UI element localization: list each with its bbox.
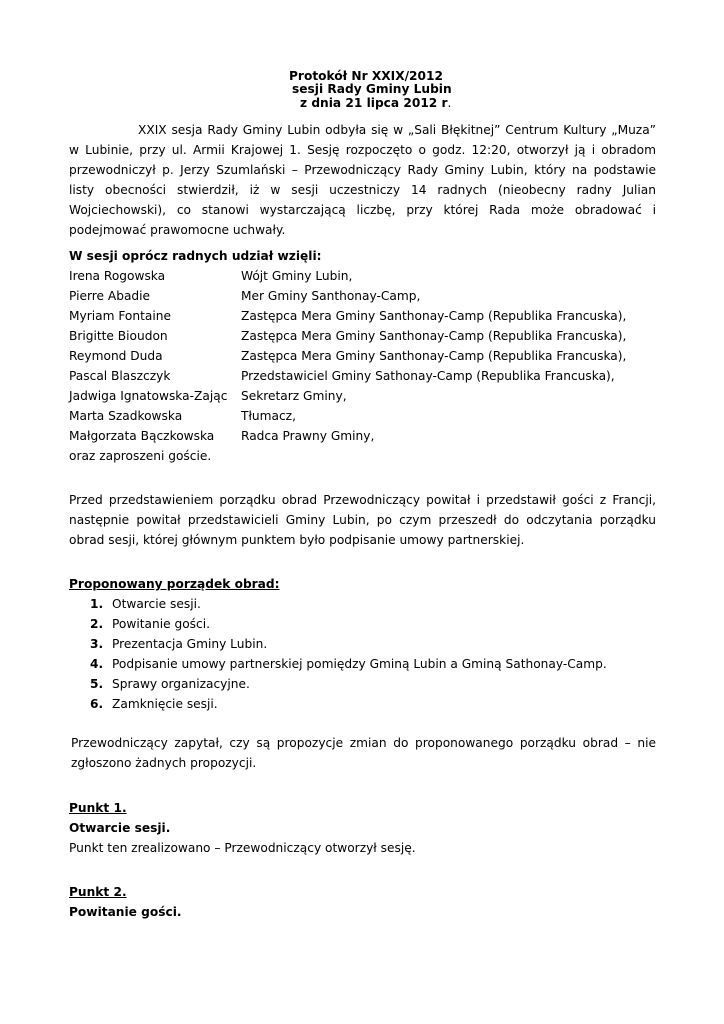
agenda-heading: Proponowany porządek obrad:: [69, 577, 280, 591]
participant-name: Małgorzata Bączkowska: [69, 429, 215, 443]
point-2-label: Punkt 2.: [69, 885, 127, 899]
agenda-item-number: 1.: [90, 597, 104, 611]
agenda-item: [90, 614, 210, 634]
session-date-dot: .: [447, 96, 452, 110]
point-2-title: Powitanie gości.: [69, 905, 182, 919]
agenda-item: [90, 674, 250, 694]
welcome-paragraph: Przed przedstawieniem porządku obrad Przewodniczący powitał i przedstawił gości z Francji, następnie powitał przedstawicieli Gminy Lubin, po czym przeszedł do odczytania porządku obrad sesji, której głównym punktem było podpisanie umowy partnerskiej.: [69, 493, 656, 547]
participant-role: Sekretarz Gminy,: [241, 389, 347, 403]
agenda-item: [90, 594, 201, 614]
agenda-item: [90, 694, 218, 714]
session-name: sesji Rady Gminy Lubin: [292, 82, 452, 96]
participant-name: Pascal Blaszczyk: [69, 369, 171, 383]
participant-role: Tłumacz,: [241, 409, 296, 423]
participant-role: Wójt Gminy Lubin,: [241, 269, 353, 283]
participant-role: Zastępca Mera Gminy Santhonay-Camp (Republika Francuska),: [241, 349, 627, 363]
participant-role: Zastępca Mera Gminy Santhonay-Camp (Republika Francuska),: [241, 309, 627, 323]
agenda-item-number: 5.: [90, 677, 104, 691]
agenda-item-number: 3.: [90, 637, 104, 651]
agenda-item-text: Prezentacja Gminy Lubin.: [112, 637, 268, 651]
agenda-item-number: 2.: [90, 617, 104, 631]
agenda-item: [90, 634, 267, 654]
agenda-question-paragraph: Przewodniczący zapytał, czy są propozycje zmian do proponowanego porządku obrad – nie zgłoszono żadnych propozycji.: [71, 736, 656, 770]
participant-name: Brigitte Bioudon: [69, 329, 168, 343]
participant-role: Radca Prawny Gminy,: [241, 429, 375, 443]
point-1-body: Punkt ten zrealizowano – Przewodniczący otworzył sesję.: [69, 841, 416, 855]
agenda-item-text: Podpisanie umowy partnerskiej pomiędzy Gminą Lubin a Gminą Sathonay-Camp.: [112, 657, 607, 671]
session-date-text: z dnia 21 lipca 2012 r: [300, 96, 448, 110]
participant-role: Zastępca Mera Gminy Santhonay-Camp (Republika Francuska),: [241, 329, 627, 343]
participant-name: Marta Szadkowska: [69, 409, 183, 423]
participant-name: Myriam Fontaine: [69, 309, 171, 323]
intro-paragraph: XXIX sesja Rady Gminy Lubin odbyła się w „Sali Błękitnej” Centrum Kultury „Muza” w Lubinie, przy ul. Armii Krajowej 1. Sesję rozpoczęto o godz. 12:20, otworzył ją i obradom przewodniczył p. Jerzy Szumlański – Przewodniczący Rady Gminy Lubin, który na podstawie listy obecności stwierdził, iż w sesji uczestniczy 14 radnych (nieobecny radny Julian Wojciechowski), co stanowi wystarczającą liczbę, przy której Rada może obradować i podejmować prawomocne uchwały.: [69, 123, 656, 237]
participant-role: Mer Gminy Santhonay-Camp,: [241, 289, 421, 303]
agenda-item-text: Powitanie gości.: [112, 617, 210, 631]
agenda-item-text: Sprawy organizacyjne.: [112, 677, 250, 691]
participant-name: Pierre Abadie: [69, 289, 151, 303]
agenda-item-text: Otwarcie sesji.: [112, 597, 201, 611]
participant-name: Reymond Duda: [69, 349, 163, 363]
agenda-item-number: 6.: [90, 697, 104, 711]
point-1-label: Punkt 1.: [69, 801, 127, 815]
protocol-number: Protokół Nr XXIX/2012: [289, 69, 443, 83]
participant-role: Przedstawiciel Gminy Sathonay-Camp (Republika Francuska),: [241, 369, 615, 383]
agenda-item-number: 4.: [90, 657, 104, 671]
point-1-title: Otwarcie sesji.: [69, 821, 171, 835]
agenda-item: [90, 654, 607, 674]
participants-heading: W sesji oprócz radnych udział wzięli:: [69, 249, 322, 263]
agenda-item-text: Zamknięcie sesji.: [112, 697, 218, 711]
participant-name: Irena Rogowska: [69, 269, 166, 283]
participant-name: Jadwiga Ignatowska-Zając: [69, 389, 228, 403]
guests-line: oraz zaproszeni goście.: [69, 449, 212, 463]
